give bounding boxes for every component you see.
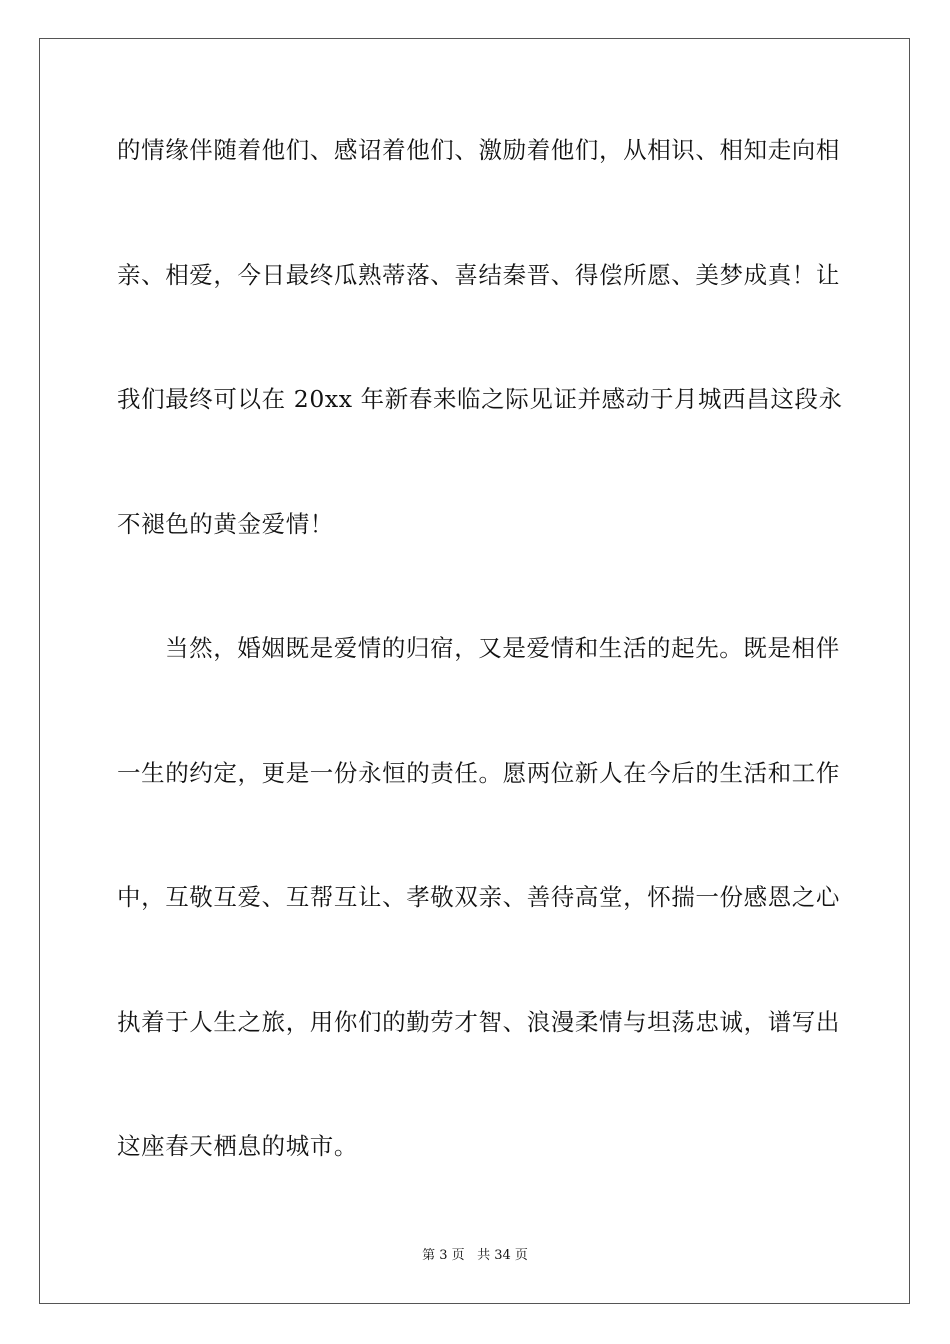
paragraph-line-6: 一生的约定，更是一份永恒的责任。愿两位新人在今后的生活和工作 [117, 759, 840, 787]
paragraph-line-8: 执着于人生之旅，用你们的勤劳才智、浪漫柔情与坦荡忠诚，谱写出 [117, 1008, 840, 1036]
paragraph-line-9: 这座春天栖息的城市。 [117, 1132, 358, 1160]
paragraph-line-7: 中，互敬互爱、互帮互让、孝敬双亲、善待高堂，怀揣一份感恩之心 [117, 883, 840, 911]
paragraph-line-2: 亲、相爱，今日最终瓜熟蒂落、喜结秦晋、得偿所愿、美梦成真！让 [117, 261, 840, 289]
paragraph-line-3: 我们最终可以在 20xx 年新春来临之际见证并感动于月城西昌这段永 [117, 385, 843, 413]
page-total: 共 34 页 [477, 1248, 528, 1263]
page-border [39, 38, 910, 1304]
paragraph-line-4: 不褪色的黄金爱情！ [117, 510, 334, 538]
paragraph-line-1: 的情缘伴随着他们、感诏着他们、激励着他们，从相识、相知走向相 [117, 136, 840, 164]
page-number: 第 3 页 [422, 1248, 465, 1263]
paragraph-line-5: 当然，婚姻既是爱情的归宿，又是爱情和生活的起先。既是相伴 [165, 634, 840, 662]
page-footer [0, 1248, 950, 1264]
